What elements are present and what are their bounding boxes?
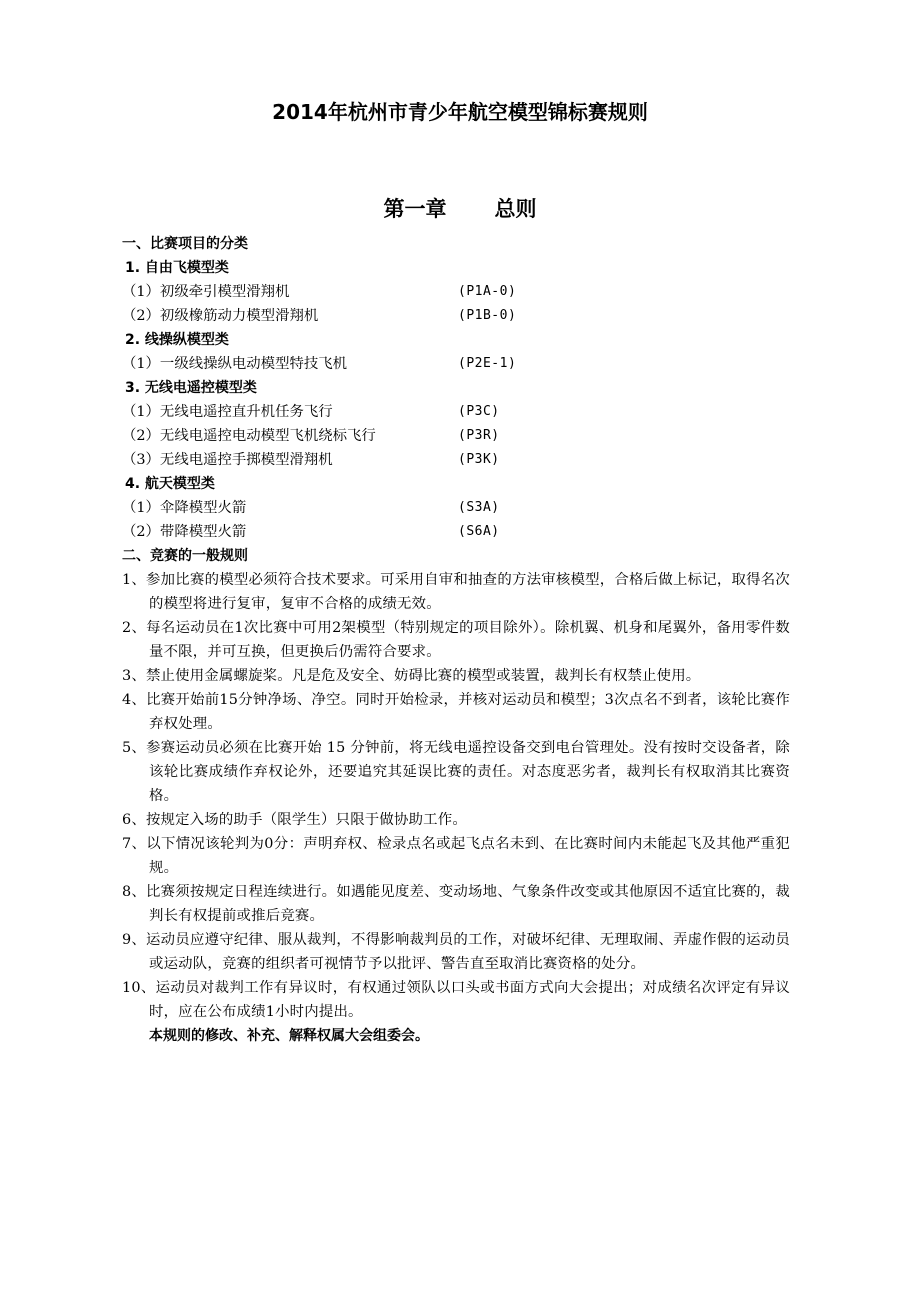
rule-paragraph: 10、运动员对裁判工作有异议时，有权通过领队以口头或书面方式向大会提出；对成绩名次评定有异议时，应在公布成绩1小时内提出。 (122, 980, 790, 1020)
item-code: (P2E-1) (458, 356, 517, 371)
document-body (122, 232, 790, 1048)
item-code: (P3K) (458, 452, 500, 467)
document-title: 2014年杭州市青少年航空模型锦标赛规则 (272, 100, 648, 124)
item-name: （1）无线电遥控直升机任务飞行 (122, 404, 333, 420)
rule-paragraph: 4、比赛开始前15分钟净场、净空。同时开始检录，并核对运动员和模型；3次点名不到者，该轮比赛作弃权处理。 (122, 692, 790, 732)
item-code: (P1B-0) (458, 308, 517, 323)
list-item (122, 280, 790, 304)
list-item (122, 304, 790, 328)
rule-paragraph: 3、禁止使用金属螺旋桨。凡是危及安全、妨碍比赛的模型或装置，裁判长有权禁止使用。 (122, 668, 701, 684)
item-name: （1）初级牵引模型滑翔机 (122, 284, 290, 300)
list-item (122, 400, 790, 424)
item-code: (S3A) (458, 500, 500, 515)
list-item (122, 352, 790, 376)
category-title: 1. 自由飞模型类 (125, 260, 229, 276)
section-heading: 二、竞赛的一般规则 (122, 548, 248, 564)
list-item (122, 448, 790, 472)
item-name: （1）伞降模型火箭 (122, 500, 247, 516)
chapter-name: 总则 (494, 197, 537, 221)
rule-paragraph: 9、运动员应遵守纪律、服从裁判，不得影响裁判员的工作，对破坏纪律、无理取闹、弄虚作假的运动员或运动队，竞赛的组织者可视情节予以批评、警告直至取消比赛资格的处分。 (122, 932, 790, 972)
rule-paragraph: 8、比赛须按规定日程连续进行。如遇能见度差、变动场地、气象条件改变或其他原因不适宜比赛的，裁判长有权提前或推后竞赛。 (122, 884, 790, 924)
rule-paragraph: 6、按规定入场的助手（限学生）只限于做协助工作。 (122, 812, 467, 828)
item-name: （1）一级线操纵电动模型特技飞机 (122, 356, 348, 372)
chapter-heading (0, 193, 920, 225)
chapter-number: 第一章 (383, 197, 447, 221)
rule-paragraph: 5、参赛运动员必须在比赛开始 15 分钟前，将无线电遥控设备交到电台管理处。没有按时交设备者，除该轮比赛成绩作弃权论外，还要追究其延误比赛的责任。对态度恶劣者，裁判长有权取消其比赛资格。 (122, 740, 790, 804)
item-name: （2）带降模型火箭 (122, 524, 247, 540)
rule-paragraph: 7、以下情况该轮判为0分：声明弃权、检录点名或起飞点名未到、在比赛时间内未能起飞及其他严重犯规。 (122, 836, 790, 876)
list-item (122, 496, 790, 520)
category-title: 3. 无线电遥控模型类 (125, 380, 257, 396)
rule-paragraph: 1、参加比赛的模型必须符合技术要求。可采用自审和抽查的方法审核模型，合格后做上标记，取得名次的模型将进行复审，复审不合格的成绩无效。 (122, 572, 790, 612)
category-title: 2. 线操纵模型类 (125, 332, 229, 348)
item-name: （2）无线电遥控电动模型飞机绕标飞行 (122, 428, 376, 444)
item-name: （3）无线电遥控手掷模型滑翔机 (122, 452, 333, 468)
rule-paragraph: 2、每名运动员在1次比赛中可用2架模型（特别规定的项目除外）。除机翼、机身和尾翼外，备用零件数量不限，并可互换，但更换后仍需符合要求。 (122, 620, 790, 660)
item-code: (P1A-0) (458, 284, 517, 299)
category-title: 4. 航天模型类 (125, 476, 215, 492)
final-note: 本规则的修改、补充、解释权属大会组委会。 (149, 1028, 429, 1044)
list-item (122, 424, 790, 448)
item-name: （2）初级橡筋动力模型滑翔机 (122, 308, 319, 324)
list-item (122, 520, 790, 544)
item-code: (P3R) (458, 428, 500, 443)
item-code: (S6A) (458, 524, 500, 539)
section-heading: 一、比赛项目的分类 (122, 236, 248, 252)
item-code: (P3C) (458, 404, 500, 419)
